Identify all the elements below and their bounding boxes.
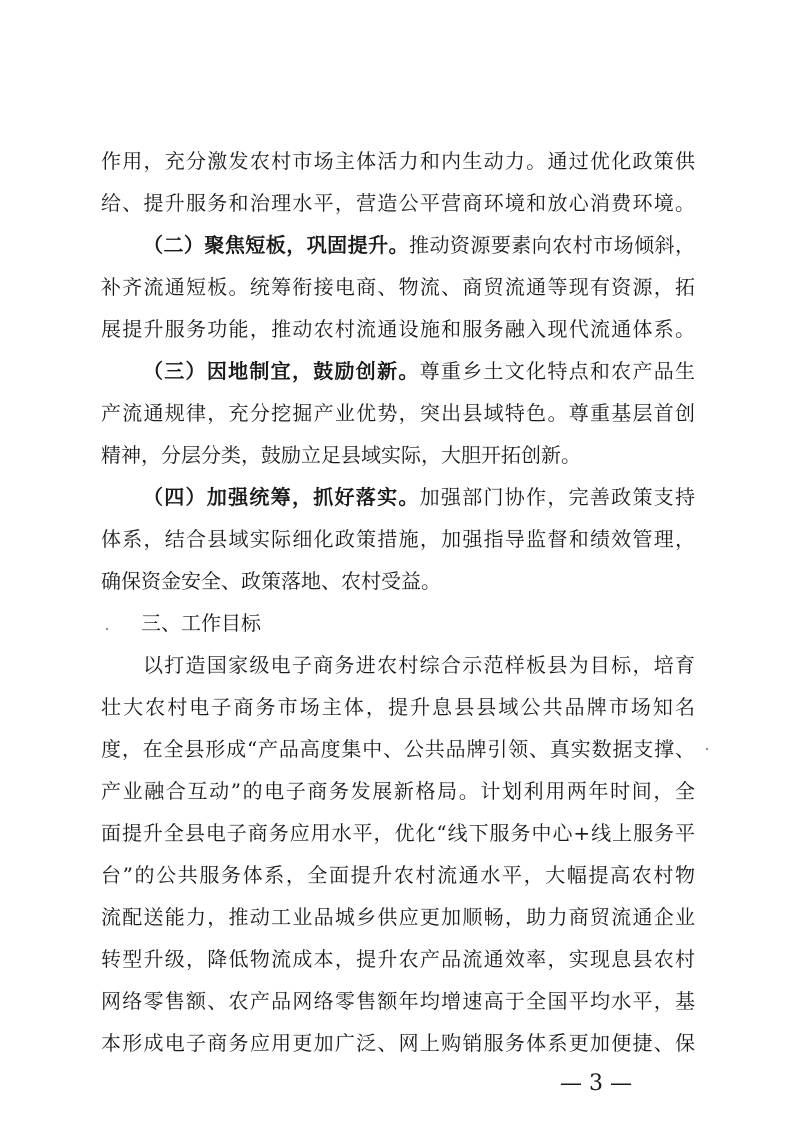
scan-speck [706,748,708,750]
text-line: 产流通规律，充分挖掘产业优势，突出县域特色。尊重基层首创 [101,401,695,425]
text-line: 面提升全县电子商务应用水平，优化“线下服务中心+线上服务平 [101,821,695,845]
text-line: 补齐流通短板。统筹衔接电商、物流、商贸流通等现有资源，拓 [101,275,695,299]
text-line [143,484,695,510]
text-line: 本形成电子商务应用更加广泛、网上购销服务体系更加便捷、保 [101,1031,695,1055]
section-lead: （四）加强统筹，抓好落实。 [143,485,420,509]
text-line: 网络零售额、农产品网络零售额年均增速高于全国平均水平，基 [101,989,695,1013]
text-line: 精神，分层分类，鼓励立足县域实际，大胆开拓创新。 [101,443,581,467]
text-line: 展提升服务功能，推动农村流通设施和服务融入现代流通体系。 [101,317,695,341]
section-text: 加强部门协作，完善政策支持 [419,485,696,509]
text-line [143,232,695,258]
text-line: 以打造国家级电子商务进农村综合示范样板县为目标，培育 [143,653,695,677]
text-line: 给、提升服务和治理水平，营造公平营商环境和放心消费环境。 [101,191,695,215]
text-line: 台”的公共服务体系，全面提升农村流通水平，大幅提高农村物 [101,863,695,887]
section-text: 尊重乡土文化特点和农产品生 [419,359,696,383]
section-lead: （二）聚焦短板，巩固提升。 [143,233,409,257]
scan-speck [106,628,108,630]
text-line: 产业融合互动”的电子商务发展新格局。计划利用两年时间，全 [101,779,695,803]
section-text: 推动资源要素向农村市场倾斜， [409,233,695,257]
text-line: 流配送能力，推动工业品城乡供应更加顺畅，助力商贸流通企业 [101,905,695,929]
text-line: 作用，充分激发农村市场主体活力和内生动力。通过优化政策供 [101,149,695,173]
text-line: 确保资金安全、政策落地、农村受益。 [101,569,441,593]
page-number: — 3 — [560,1071,632,1096]
section-heading: 三、工作目标 [141,611,261,635]
section-lead: （三）因地制宜，鼓励创新。 [143,359,420,383]
text-line: 度，在全县形成“产品高度集中、公共品牌引领、真实数据支撑、 [101,737,695,761]
text-line: 壮大农村电子商务市场主体，提升息县县域公共品牌市场知名 [101,695,695,719]
text-line: 转型升级，降低物流成本，提升农产品流通效率，实现息县农村 [101,947,695,971]
text-line: 体系，结合县域实际细化政策措施，加强指导监督和绩效管理， [101,527,695,551]
text-line [143,358,695,384]
